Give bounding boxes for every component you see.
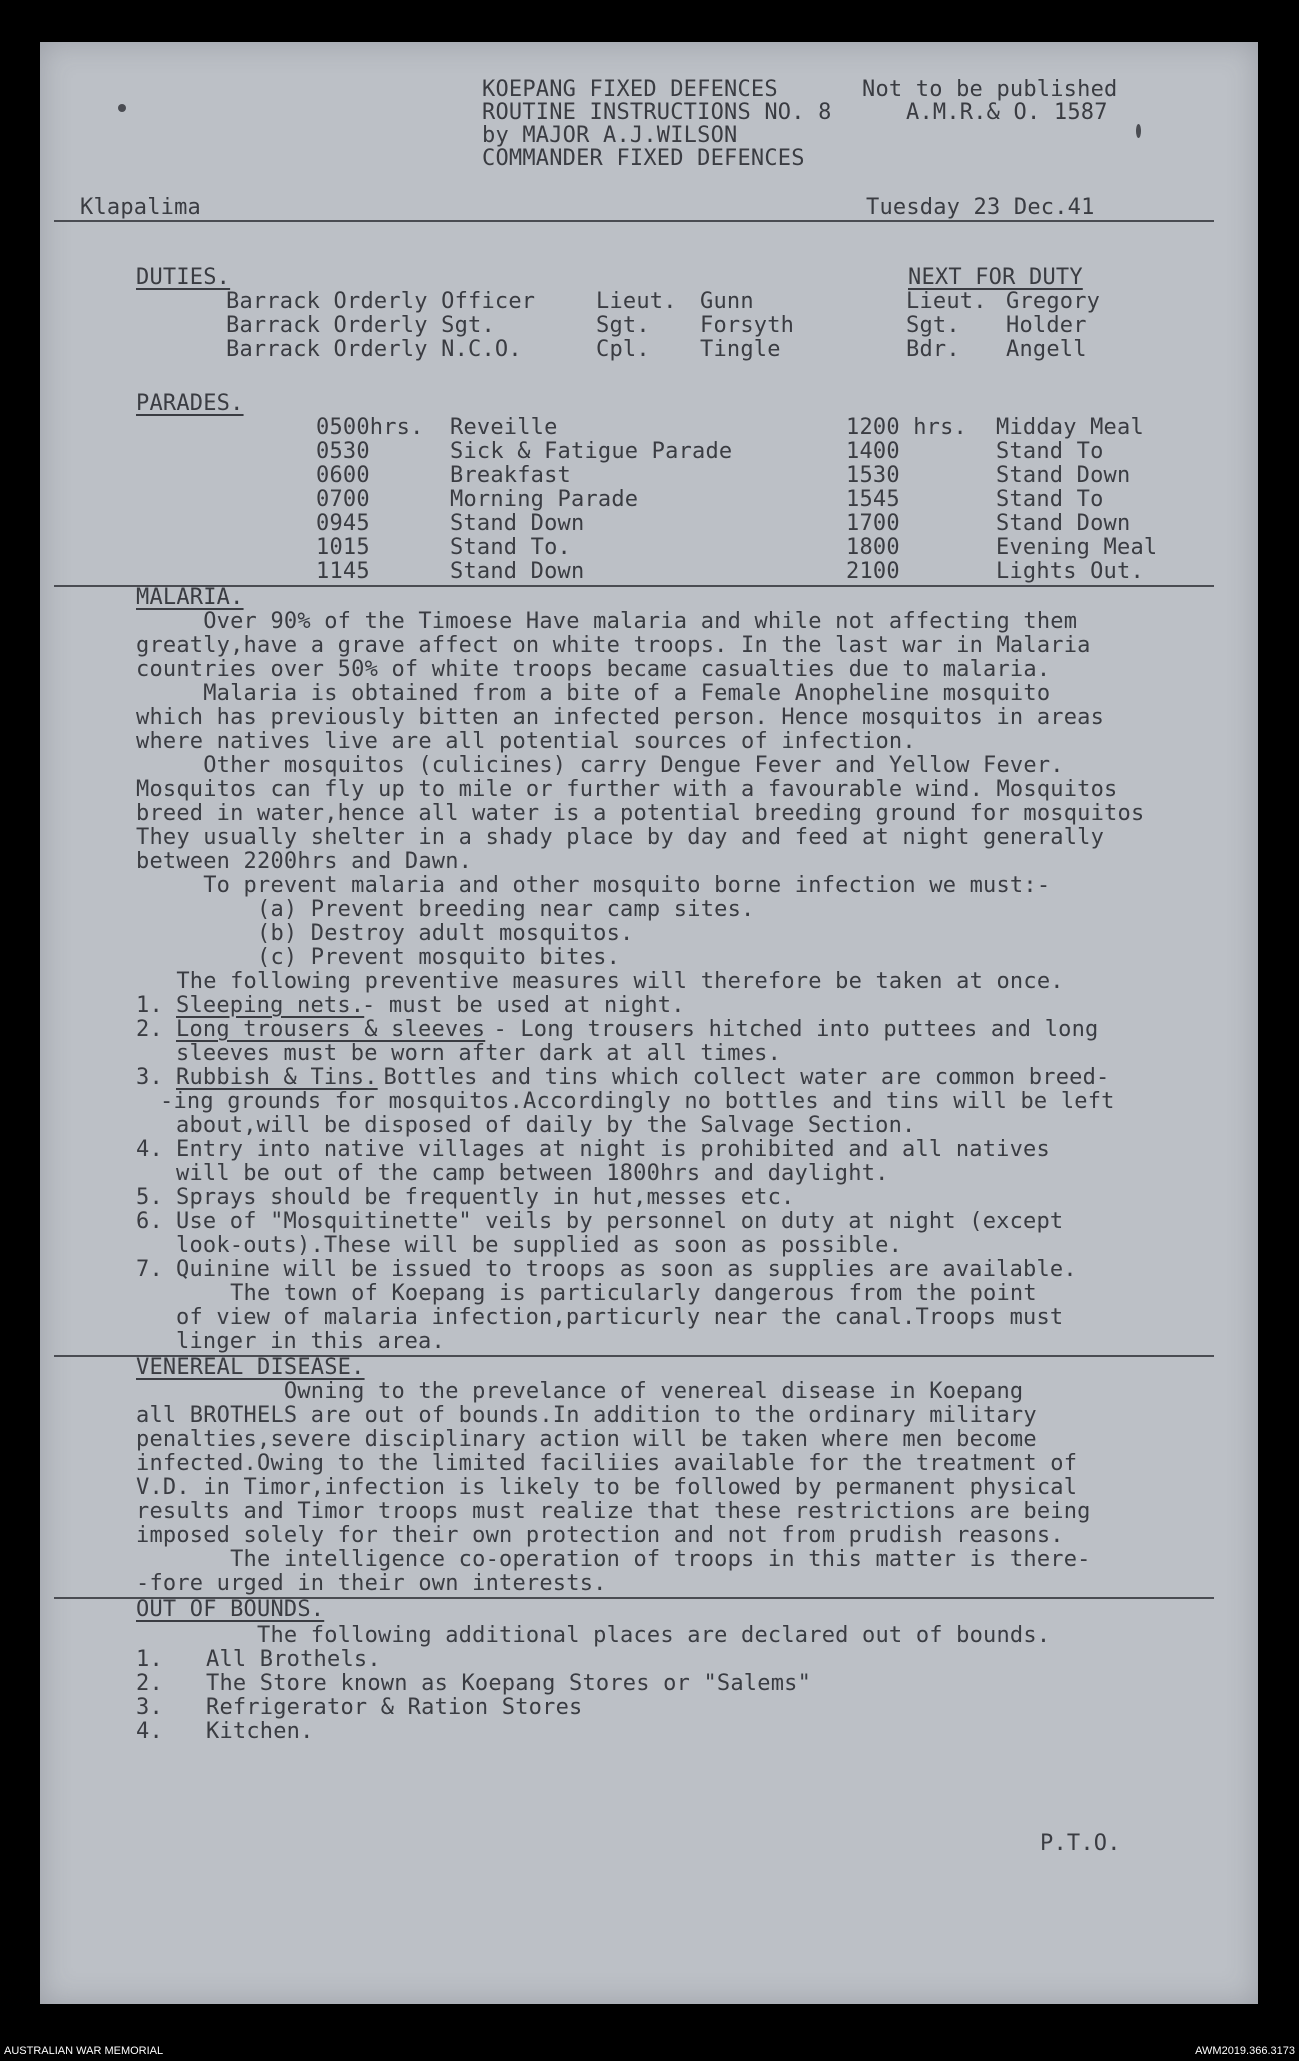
parade-time: 0600 xyxy=(316,463,370,488)
next-duty-name: Gregory xyxy=(1006,289,1101,314)
list-item: The Store known as Koepang Stores or "Salems" xyxy=(206,1671,812,1696)
next-for-duty-heading: NEXT FOR DUTY xyxy=(908,265,1083,290)
parade-event: Stand Down xyxy=(996,511,1131,536)
list-number: 4. xyxy=(136,1719,163,1744)
restriction-note: Not to be published xyxy=(862,77,1118,102)
paragraph-line: Over 90% of the Timoese Have malaria and while not affecting them xyxy=(136,609,1078,634)
paragraph-line: The following additional places are declared out of bounds. xyxy=(136,1623,1051,1648)
paragraph-line: results and Timor troops must realize that these restrictions are being xyxy=(136,1499,1091,1524)
list-item: All Brothels. xyxy=(206,1647,381,1672)
reference-number: A.M.R.& O. 1587 xyxy=(906,100,1108,125)
measure-number: 7. xyxy=(136,1257,163,1282)
measure-text: look-outs).These will be supplied as soon as possible. xyxy=(176,1233,903,1258)
duty-name: Forsyth xyxy=(700,313,795,338)
date: Tuesday 23 Dec.41 xyxy=(866,195,1095,220)
measure-number: 3. xyxy=(136,1065,163,1090)
parade-time: 1800 xyxy=(846,535,900,560)
duty-role: Barrack Orderly Officer xyxy=(226,289,536,314)
footer-accession: AWM2019.366.3173 xyxy=(1195,2045,1295,2057)
location: Klapalima xyxy=(80,195,202,220)
parade-event: Lights Out. xyxy=(996,559,1144,584)
measure-text: Use of "Mosquitinette" veils by personnel on duty at night (except xyxy=(176,1209,1064,1234)
paragraph-line: V.D. in Timor,infection is likely to be followed by permanent physical xyxy=(136,1475,1078,1500)
paragraph-line: Malaria is obtained from a bite of a Female Anopheline mosquito xyxy=(136,681,1051,706)
duty-name: Gunn xyxy=(700,289,754,314)
measure-number: 5. xyxy=(136,1185,163,1210)
section-heading: PARADES. xyxy=(136,391,244,416)
paragraph-line: between 2200hrs and Dawn. xyxy=(136,849,473,874)
list-item: Kitchen. xyxy=(206,1719,314,1744)
paragraph-line: The town of Koepang is particularly dangerous from the point xyxy=(136,1281,1037,1306)
list-item: Refrigerator & Ration Stores xyxy=(206,1695,583,1720)
paragraph-line: To prevent malaria and other mosquito borne infection we must:- xyxy=(136,873,1051,898)
measure-number: 2. xyxy=(136,1017,163,1042)
measure-text: Sprays should be frequently in hut,messes etc. xyxy=(176,1185,795,1210)
parade-event: Sick & Fatigue Parade xyxy=(450,439,733,464)
paragraph-line: Mosquitos can fly up to mile or further with a favourable wind. Mosquitos xyxy=(136,777,1118,802)
list-number: 3. xyxy=(136,1695,163,1720)
paragraph-line: which has previously bitten an infected person. Hence mosquitos in areas xyxy=(136,705,1105,730)
duty-rank: Sgt. xyxy=(596,313,650,338)
parade-event: Stand Down xyxy=(450,511,585,536)
section-heading: OUT OF BOUNDS. xyxy=(136,1597,325,1622)
divider xyxy=(54,220,1214,222)
header-title-line: COMMANDER FIXED DEFENCES xyxy=(482,146,805,171)
duty-role: Barrack Orderly Sgt. xyxy=(226,313,495,338)
parade-time: 1200 hrs. xyxy=(846,415,968,440)
parade-time: 0500hrs. xyxy=(316,415,424,440)
please-turn-over: P.T.O. xyxy=(1040,1831,1121,1856)
list-item: (b) Destroy adult mosquitos. xyxy=(136,921,634,946)
ink-smudge xyxy=(118,104,126,112)
next-duty-rank: Bdr. xyxy=(906,337,960,362)
list-item: (a) Prevent breeding near camp sites. xyxy=(136,897,755,922)
parade-event: Stand To xyxy=(996,439,1104,464)
parade-time: 2100 xyxy=(846,559,900,584)
header-title-line: by MAJOR A.J.WILSON xyxy=(482,123,738,148)
next-duty-rank: Lieut. xyxy=(906,289,987,314)
paragraph-line: breed in water,hence all water is a potential breeding ground for mosquitos xyxy=(136,801,1145,826)
measure-text: - Long trousers hitched into puttees and long xyxy=(480,1017,1099,1042)
paragraph-line: greatly,have a grave affect on white troops. In the last war in Malaria xyxy=(136,633,1091,658)
parade-time: 1530 xyxy=(846,463,900,488)
paragraph-line: all BROTHELS are out of bounds.In addition to the ordinary military xyxy=(136,1403,1037,1428)
parade-event: Reveille xyxy=(450,415,558,440)
duty-rank: Lieut. xyxy=(596,289,677,314)
measure-number: 4. xyxy=(136,1137,163,1162)
footer-credit: AUSTRALIAN WAR MEMORIAL xyxy=(4,2045,164,2057)
measure-text: will be out of the camp between 1800hrs and daylight. xyxy=(176,1161,889,1186)
paragraph-line: They usually shelter in a shady place by day and feed at night generally xyxy=(136,825,1105,850)
header-title-line: ROUTINE INSTRUCTIONS NO. 8 xyxy=(482,100,832,125)
document-page xyxy=(40,42,1258,2004)
parade-event: Stand To. xyxy=(450,535,572,560)
measure-title: Rubbish & Tins. xyxy=(176,1065,378,1090)
paragraph-line: -fore urged in their own interests. xyxy=(136,1571,607,1596)
paragraph-line: imposed solely for their own protection and not from prudish reasons. xyxy=(136,1523,1064,1548)
measure-text: sleeves must be worn after dark at all times. xyxy=(176,1041,782,1066)
measure-title: Sleeping nets. xyxy=(176,993,365,1018)
duty-name: Tingle xyxy=(700,337,781,362)
parade-time: 0700 xyxy=(316,487,370,512)
list-number: 1. xyxy=(136,1647,163,1672)
measure-number: 6. xyxy=(136,1209,163,1234)
ink-smudge xyxy=(1136,124,1141,138)
measure-text: - must be used at night. xyxy=(362,993,685,1018)
next-duty-rank: Sgt. xyxy=(906,313,960,338)
duty-role: Barrack Orderly N.C.O. xyxy=(226,337,522,362)
paragraph-line: Other mosquitos (culicines) carry Dengue Fever and Yellow Fever. xyxy=(136,753,1064,778)
next-duty-name: Holder xyxy=(1006,313,1087,338)
paragraph-line: The following preventive measures will therefore be taken at once. xyxy=(136,969,1064,994)
paragraph-line: infected.Owing to the limited faciliies available for the treatment of xyxy=(136,1451,1078,1476)
paragraph-line: of view of malaria infection,particurly near the canal.Troops must xyxy=(176,1305,1064,1330)
parade-time: 0530 xyxy=(316,439,370,464)
parade-event: Morning Parade xyxy=(450,487,639,512)
parade-time: 1700 xyxy=(846,511,900,536)
next-duty-name: Angell xyxy=(1006,337,1087,362)
measure-title: Long trousers & sleeves xyxy=(176,1017,486,1042)
paragraph-line: The intelligence co-operation of troops in this matter is there- xyxy=(136,1547,1091,1572)
parade-event: Stand Down xyxy=(450,559,585,584)
list-item: (c) Prevent mosquito bites. xyxy=(136,945,621,970)
measure-text: Entry into native villages at night is prohibited and all natives xyxy=(176,1137,1050,1162)
parade-event: Breakfast xyxy=(450,463,572,488)
measure-text: -ing grounds for mosquitos.Accordingly no bottles and tins will be left xyxy=(160,1089,1115,1114)
list-number: 2. xyxy=(136,1671,163,1696)
measure-text: Bottles and tins which collect water are common breed- xyxy=(370,1065,1110,1090)
parade-time: 1015 xyxy=(316,535,370,560)
parade-event: Evening Meal xyxy=(996,535,1158,560)
parade-time: 1145 xyxy=(316,559,370,584)
parade-time: 1545 xyxy=(846,487,900,512)
paragraph-line: where natives live are all potential sources of infection. xyxy=(136,729,916,754)
parade-time: 1400 xyxy=(846,439,900,464)
parade-event: Stand To xyxy=(996,487,1104,512)
section-heading: VENEREAL DISEASE. xyxy=(136,1355,365,1380)
paragraph-line: Owning to the prevelance of venereal disease in Koepang xyxy=(136,1379,1024,1404)
header-title-line: KOEPANG FIXED DEFENCES xyxy=(482,77,778,102)
measure-text: about,will be disposed of daily by the Salvage Section. xyxy=(176,1113,916,1138)
parade-event: Midday Meal xyxy=(996,415,1144,440)
section-heading: MALARIA. xyxy=(136,585,244,610)
parade-time: 0945 xyxy=(316,511,370,536)
duty-rank: Cpl. xyxy=(596,337,650,362)
measure-text: Quinine will be issued to troops as soon as supplies are available. xyxy=(176,1257,1077,1282)
paragraph-line: linger in this area. xyxy=(176,1329,445,1354)
measure-number: 1. xyxy=(136,993,163,1018)
parade-event: Stand Down xyxy=(996,463,1131,488)
paragraph-line: penalties,severe disciplinary action will be taken where men become xyxy=(136,1427,1037,1452)
section-heading: DUTIES. xyxy=(136,265,231,290)
paragraph-line: countries over 50% of white troops became casualties due to malaria. xyxy=(136,657,1051,682)
